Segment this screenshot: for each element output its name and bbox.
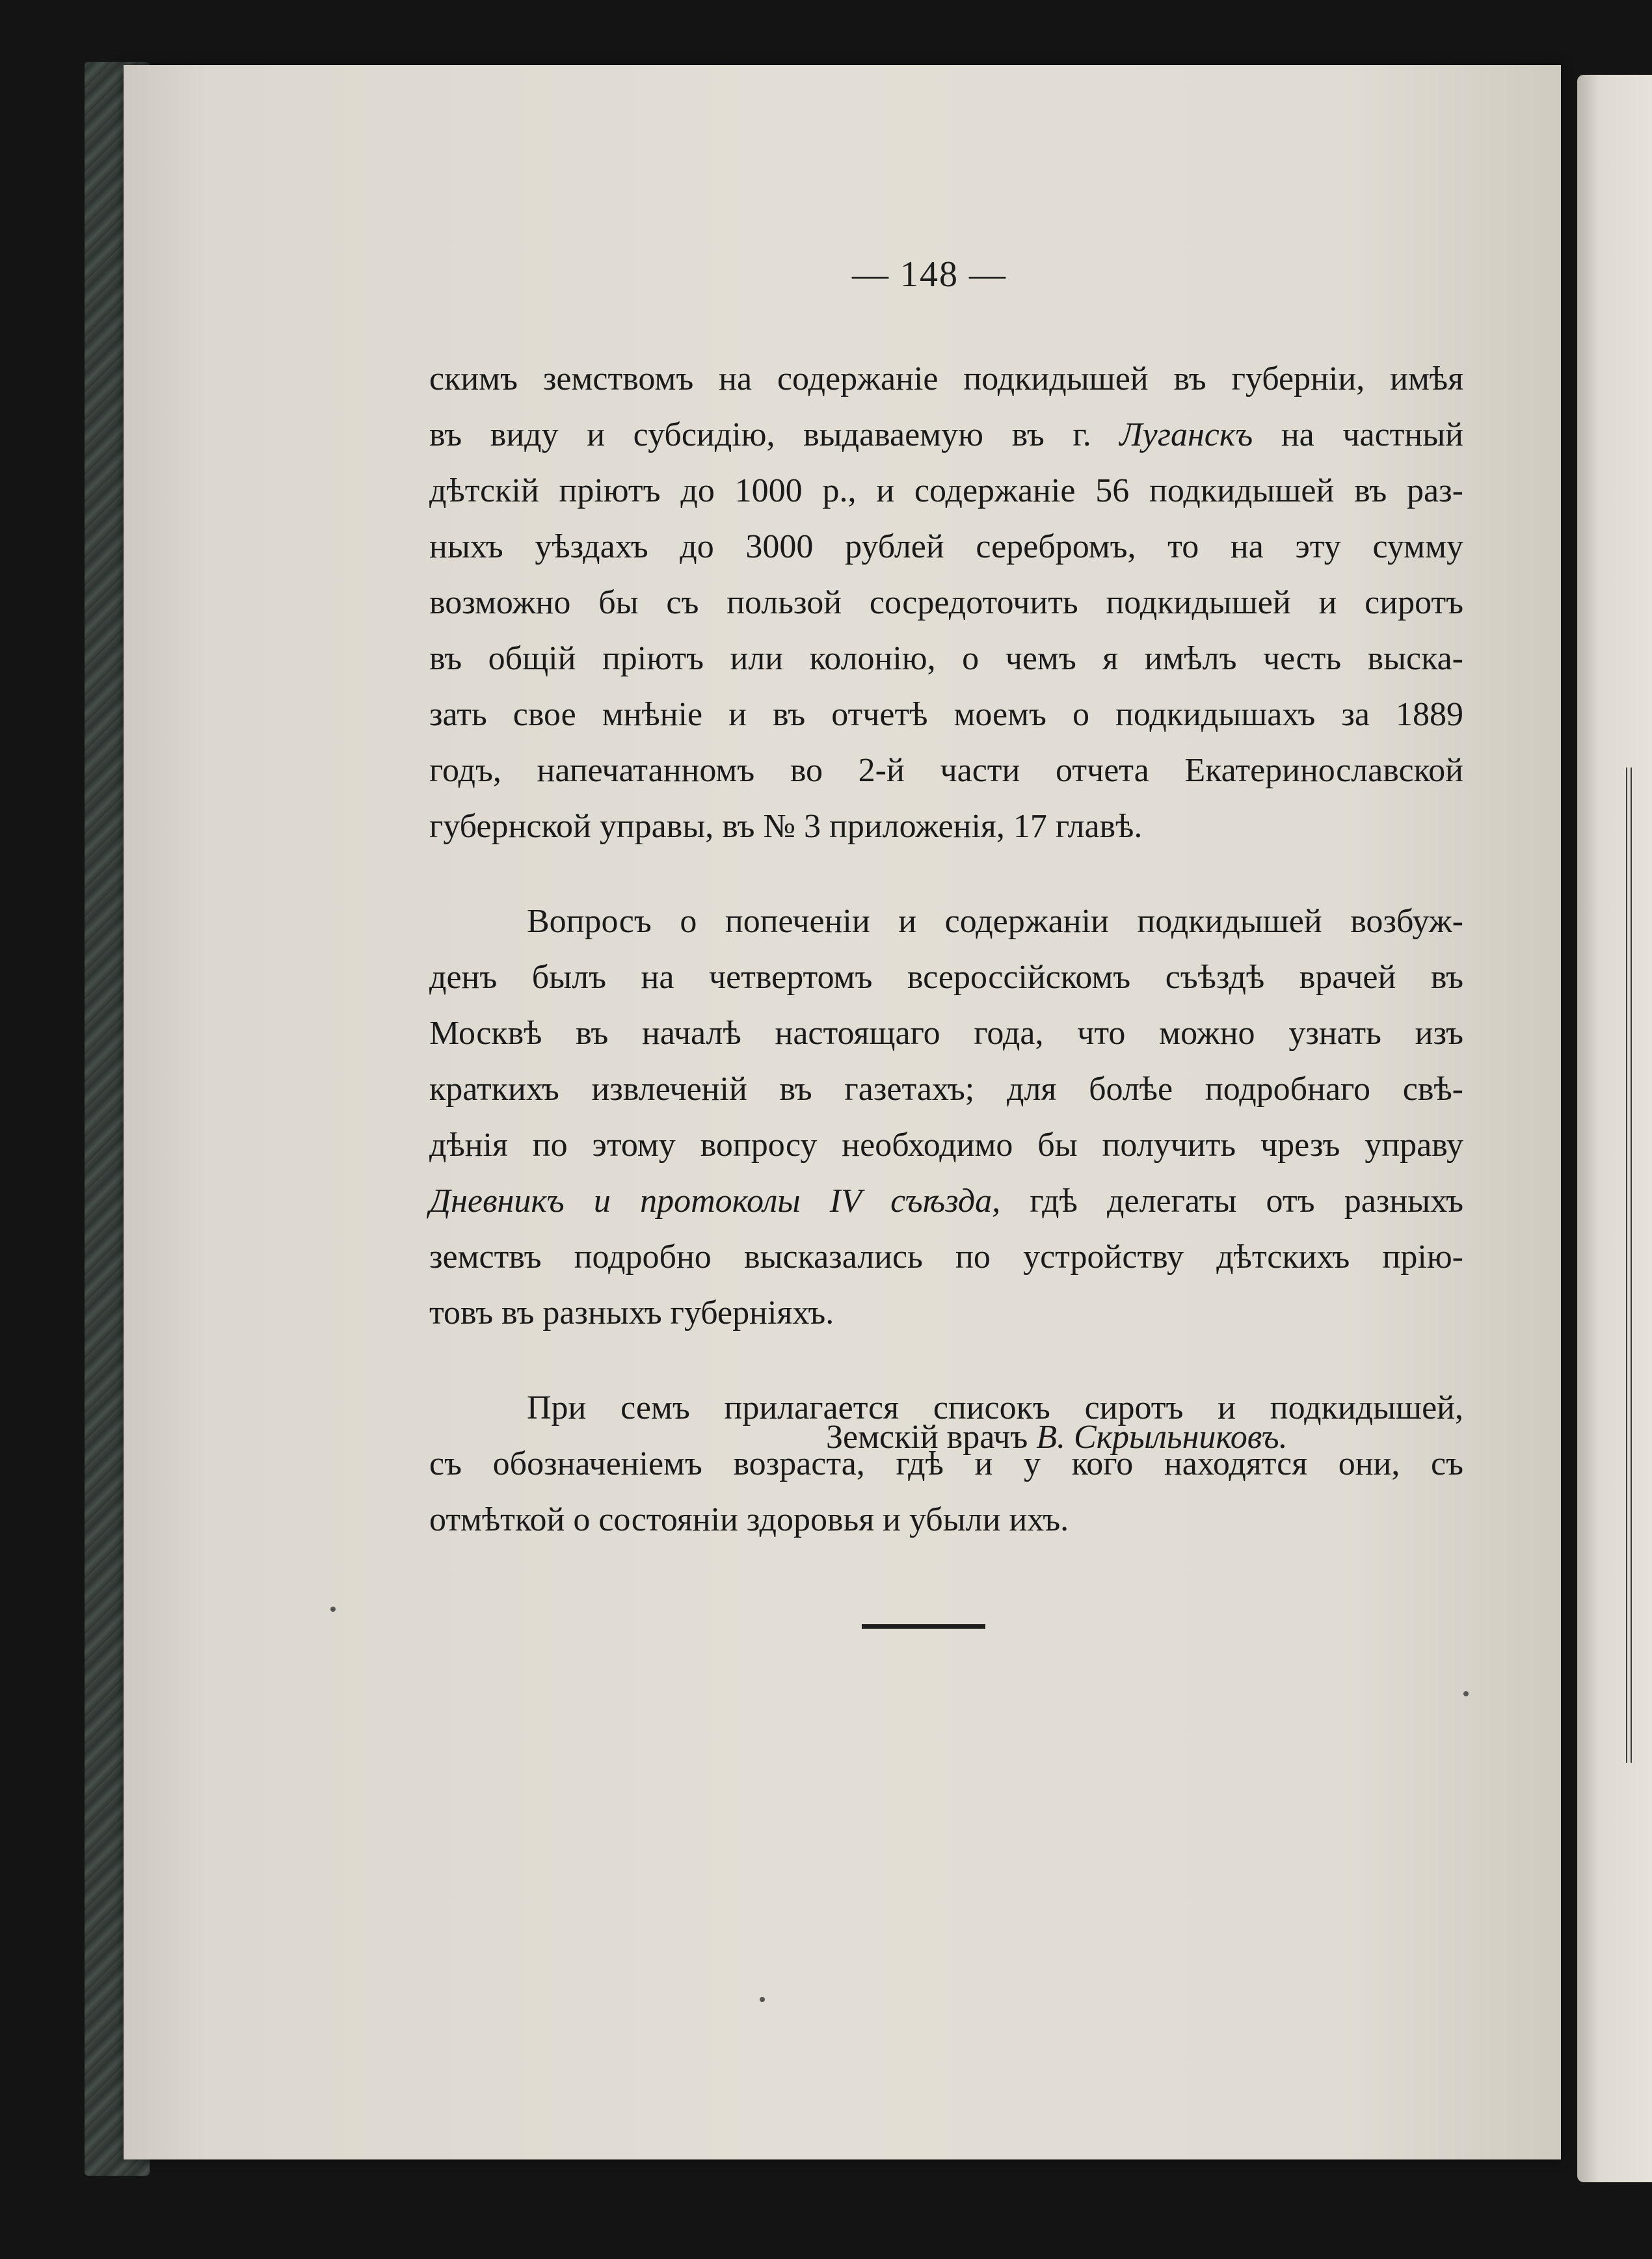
text-line: въ общій пріютъ или колонію, о чемъ я имѣлъ честь выска-	[429, 640, 1463, 677]
text-line: возможно бы съ пользой сосредоточить подкидышей и сиротъ	[429, 584, 1463, 621]
text-line: дѣнія по этому вопросу необходимо бы получить чрезъ управу	[429, 1127, 1463, 1164]
text-line: Москвѣ въ началѣ настоящаго года, что можно узнать изъ	[429, 1015, 1463, 1052]
text-line: денъ былъ на четвертомъ всероссійскомъ съѣздѣ врачей въ	[429, 959, 1463, 996]
text-line: зать свое мнѣніе и въ отчетѣ моемъ о подкидышахъ за 1889	[429, 696, 1463, 733]
italic-place-name: Луганскъ	[1119, 416, 1253, 453]
signature-title: Земскій врачъ	[826, 1419, 1037, 1456]
page-text	[429, 351, 1463, 1548]
next-page-edge	[1577, 75, 1652, 2182]
text-line: краткихъ извлеченій въ газетахъ; для болѣе подробнаго свѣ-	[429, 1071, 1463, 1108]
signature-name: В. Скрыльниковъ.	[1036, 1419, 1288, 1456]
text-line: отмѣткой о состояніи здоровья и убыли ихъ.	[429, 1501, 1069, 1538]
paragraph-3	[429, 1380, 1463, 1548]
next-page-rule-double	[1631, 768, 1632, 1763]
paragraph-1	[429, 351, 1463, 855]
next-page-rule	[1626, 768, 1627, 1763]
text-line: Вопросъ о попеченіи и содержаніи подкидышей возбуж-	[527, 903, 1463, 940]
paragraph-2	[429, 894, 1463, 1341]
text-line: скимъ земствомъ на содержаніе подкидышей въ губерніи, имѣя	[429, 360, 1463, 397]
text-line: дѣтскій пріютъ до 1000 р., и содержаніе 56 подкидышей въ раз-	[429, 472, 1463, 509]
text-line: товъ въ разныхъ губерніяхъ.	[429, 1294, 834, 1331]
signature	[826, 1418, 1288, 1456]
text-line: годъ, напечатанномъ во 2-й части отчета Екатеринославской	[429, 752, 1463, 789]
text-line: въ виду и субсидію, выдаваемую въ г. Луганскъ на частный	[429, 416, 1463, 453]
paper-speck	[1463, 1691, 1469, 1696]
paper-speck	[760, 1997, 765, 2002]
italic-document-title: Дневникъ и протоколы IV съѣзда,	[429, 1183, 1001, 1220]
text-line: губернской управы, въ № 3 приложенія, 17 главѣ.	[429, 808, 1143, 845]
paper-speck	[330, 1607, 336, 1612]
text-line: Дневникъ и протоколы IV съѣзда, гдѣ делегаты отъ разныхъ	[429, 1183, 1463, 1220]
end-rule	[862, 1624, 985, 1629]
text-line: При семъ прилагается списокъ сиротъ и подкидышей,	[527, 1389, 1463, 1426]
text-line: ныхъ уѣздахъ до 3000 рублей серебромъ, то на эту сумму	[429, 528, 1463, 565]
page-number: — 148 —	[852, 254, 1007, 295]
text-line: съ обозначеніемъ возраста, гдѣ и у кого находятся они, съ	[429, 1445, 1463, 1482]
text-line: земствъ подробно высказались по устройству дѣтскихъ прію-	[429, 1238, 1463, 1276]
